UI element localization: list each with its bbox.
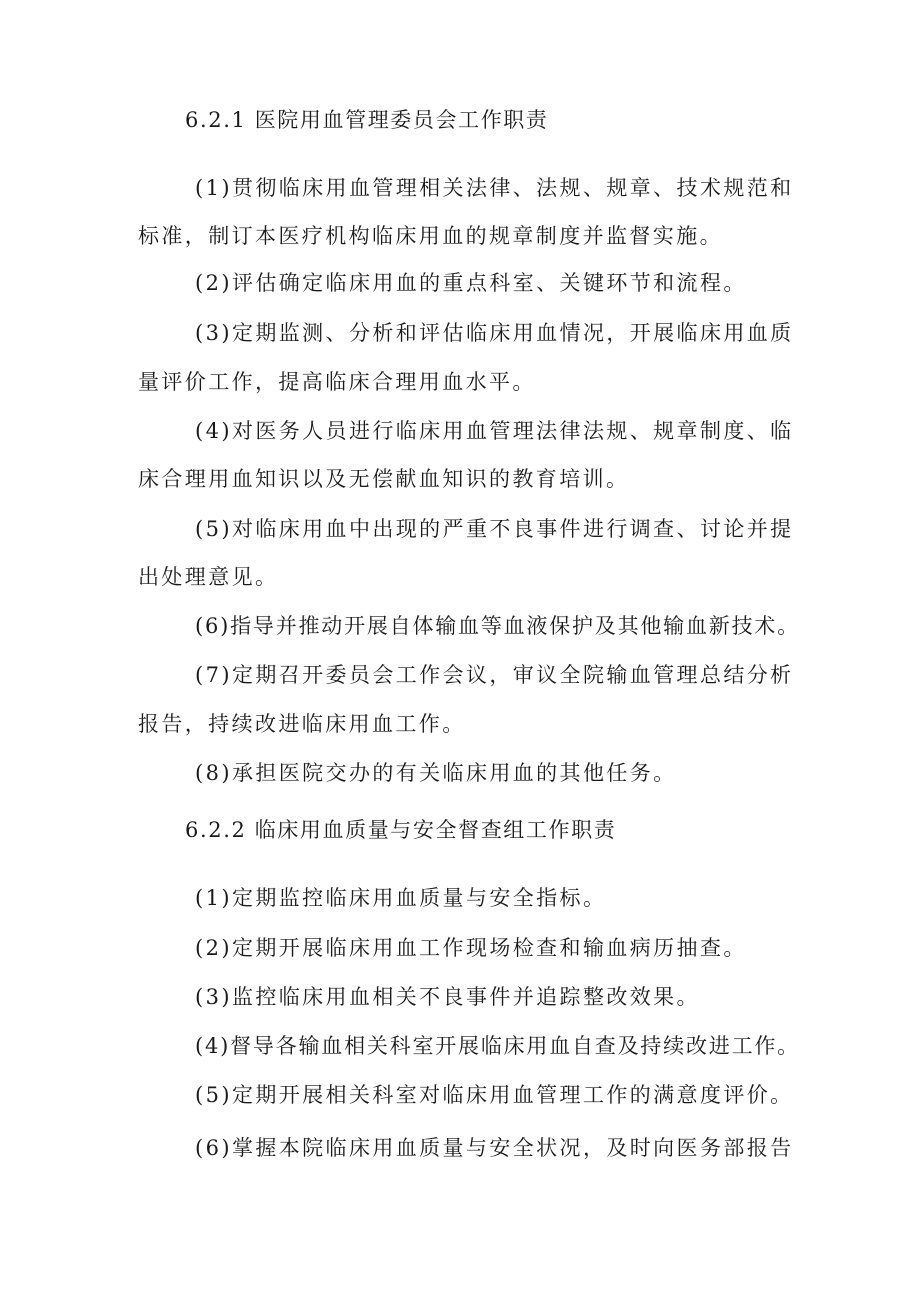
section-heading-6-2-2: 6.2.2 临床用血质量与安全督查组工作职责 [185,818,617,842]
item-2-2-line-1: (2)定期开展临床用血工作现场检查和输血病历抽查。 [195,936,747,960]
item-7-line-1: (7)定期召开委员会工作会议，审议全院输血管理总结分析 [195,663,794,687]
item-4-line-1: (4)对医务人员进行临床用血管理法律法规、规章制度、临 [195,419,794,443]
item-1-line-2: 标准，制订本医疗机构临床用血的规章制度并监督实施。 [138,224,723,248]
item-5-line-1: (5)对临床用血中出现的严重不良事件进行调查、讨论并提 [195,517,794,541]
item-2-4-line-1: (4)督导各输血相关科室开展临床用血自查及持续改进工作。 [195,1034,800,1058]
item-2-1-line-1: (1)定期监控临床用血质量与安全指标。 [195,886,607,910]
item-2-3-line-1: (3)监控临床用血相关不良事件并追踪整改效果。 [195,985,700,1009]
item-4-line-2: 床合理用血知识以及无偿献血知识的教育培训。 [138,467,630,491]
item-5-line-2: 出处理意见。 [138,565,279,589]
item-8-line-1: (8)承担医院交办的有关临床用血的其他任务。 [195,761,677,785]
section-heading-6-2-1: 6.2.1 医院用血管理委员会工作职责 [185,108,549,132]
item-1-line-1: (1)贯彻临床用血管理相关法律、法规、规章、技术规范和 [195,176,794,200]
item-2-5-line-1: (5)定期开展相关科室对临床用血管理工作的满意度评价。 [195,1083,794,1107]
item-3-line-2: 量评价工作，提高临床合理用血水平。 [138,370,536,394]
item-3-line-1: (3)定期监测、分析和评估临床用血情况，开展临床用血质 [195,321,794,345]
item-7-line-2: 报告，持续改进临床用血工作。 [138,712,466,736]
item-2-line-1: (2)评估确定临床用血的重点科室、关键环节和流程。 [195,271,747,295]
item-2-6-line-1: (6)掌握本院临床用血质量与安全状况，及时向医务部报告 [195,1136,794,1160]
item-6-line-1: (6)指导并推动开展自体输血等血液保护及其他输血新技术。 [195,614,800,638]
